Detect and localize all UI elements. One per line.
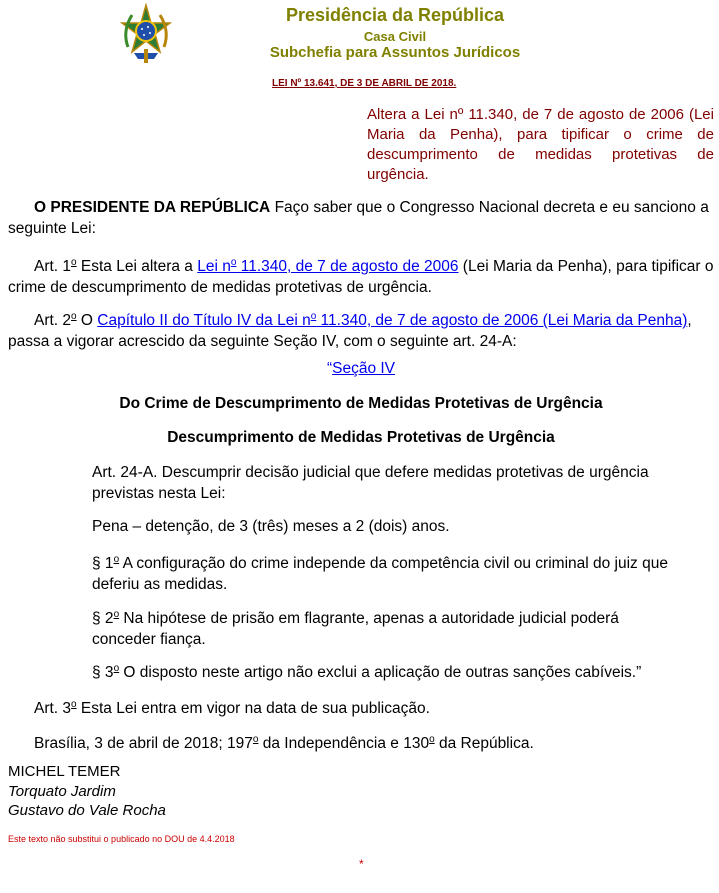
article-2	[8, 306, 714, 352]
art1-link-b: 11.340, de 7 de agosto de 2006	[236, 258, 459, 275]
header-casa-civil: Casa Civil	[363, 29, 427, 44]
footer-asterisk: *	[359, 857, 364, 871]
preamble-text: Faço saber que o Congresso Nacional decreta e eu sanciono a seguinte Lei:	[8, 199, 709, 237]
signature-minister-2: Gustavo do Vale Rocha	[8, 802, 166, 819]
art2-ord: o	[71, 311, 77, 322]
art-24a	[92, 462, 672, 504]
art1-pre: Esta Lei altera a	[76, 258, 198, 275]
art2-link-a: Capítulo II do Título IV da Lei n	[97, 312, 311, 329]
closing-ord1: o	[252, 734, 259, 745]
article-1	[8, 252, 714, 298]
art2-chapter-link[interactable]	[97, 312, 687, 329]
disclaimer: Este texto não substitui o publicado no DOU de 4.4.2018	[8, 834, 235, 844]
art2-pre: O	[76, 312, 98, 329]
art1-link-ord: o	[230, 257, 237, 268]
art3-ord: o	[71, 699, 77, 710]
secao-iv-line	[8, 360, 714, 378]
art1-label: Art. 1	[34, 258, 72, 275]
closing-ord2: o	[429, 734, 435, 745]
art3-text: Esta Lei entra em vigor na data de sua publicação.	[76, 700, 430, 717]
heading-descumprimento: Descumprimento de Medidas Protetivas de Urgência	[167, 429, 555, 446]
art1-post: (Lei Maria da Penha), para tipificar o crime de descumprimento de medidas protetivas de urgência.	[8, 258, 714, 296]
heading-crime: Do Crime de Descumprimento de Medidas Protetivas de Urgência	[119, 395, 603, 412]
art2-link-ord: o	[310, 311, 317, 322]
par1-ord: o	[113, 554, 120, 565]
paragraph-2	[92, 604, 672, 650]
art2-link-b: 11.340, de 7 de agosto de 2006 (Lei Maria da Penha)	[316, 312, 688, 329]
closing-date	[8, 729, 714, 754]
par2-ord: o	[113, 609, 120, 620]
signature-president: MICHEL TEMER	[8, 763, 121, 780]
article-3	[8, 694, 714, 719]
open-quote: “	[326, 360, 333, 377]
par3-ord: o	[113, 663, 120, 674]
header-presidencia: Presidência da República	[285, 5, 505, 25]
header-subchefia: Subchefia para Assuntos Jurídicos	[269, 44, 521, 61]
par1-label: § 1	[92, 555, 114, 572]
law-title-link[interactable]: LEI Nº 13.641, DE 3 DE ABRIL DE 2018.	[272, 78, 457, 89]
par1-text: A configuração do crime independe da competência civil ou criminal do juiz que deferiu as medidas.	[92, 555, 668, 593]
par3-label: § 3	[92, 664, 114, 681]
art1-law-link[interactable]	[197, 258, 458, 275]
pena: Pena – detenção, de 3 (três) meses a 2 (dois) anos.	[92, 518, 450, 535]
ementa: Altera a Lei nº 11.340, de 7 de agosto de 2006 (Lei Maria da Penha), para tipificar o crime de descumprimento de medidas protetivas de urgência.	[367, 106, 714, 183]
art3-label: Art. 3	[34, 700, 72, 717]
secao-iv-link[interactable]: Seção IV	[332, 360, 396, 377]
par3-text: O disposto neste artigo não exclui a aplicação de outras sanções cabíveis.”	[119, 664, 642, 681]
closing-b: da Independência e 130	[258, 735, 430, 752]
art2-post: , passa a vigorar acrescido da seguinte Seção IV, com o seguinte art. 24-A:	[8, 312, 692, 350]
art24a-text: Art. 24-A. Descumprir decisão judicial que defere medidas protetivas de urgência previstas nesta Lei:	[92, 464, 649, 502]
preamble-bold: O PRESIDENTE DA REPÚBLICA	[34, 199, 271, 216]
closing-a: Brasília, 3 de abril de 2018; 197	[34, 735, 253, 752]
coat-of-arms-emblem	[118, 3, 174, 65]
art1-link-a: Lei n	[197, 258, 231, 275]
art1-ord: o	[71, 257, 77, 268]
closing-c: da República.	[434, 735, 534, 752]
paragraph-3	[92, 658, 672, 683]
signature-minister-1: Torquato Jardim	[8, 783, 116, 800]
preamble	[8, 197, 714, 239]
par2-label: § 2	[92, 610, 114, 627]
par2-text: Na hipótese de prisão em flagrante, apenas a autoridade judicial poderá conceder fiança.	[92, 610, 619, 648]
paragraph-1	[92, 549, 672, 595]
art2-label: Art. 2	[34, 312, 72, 329]
